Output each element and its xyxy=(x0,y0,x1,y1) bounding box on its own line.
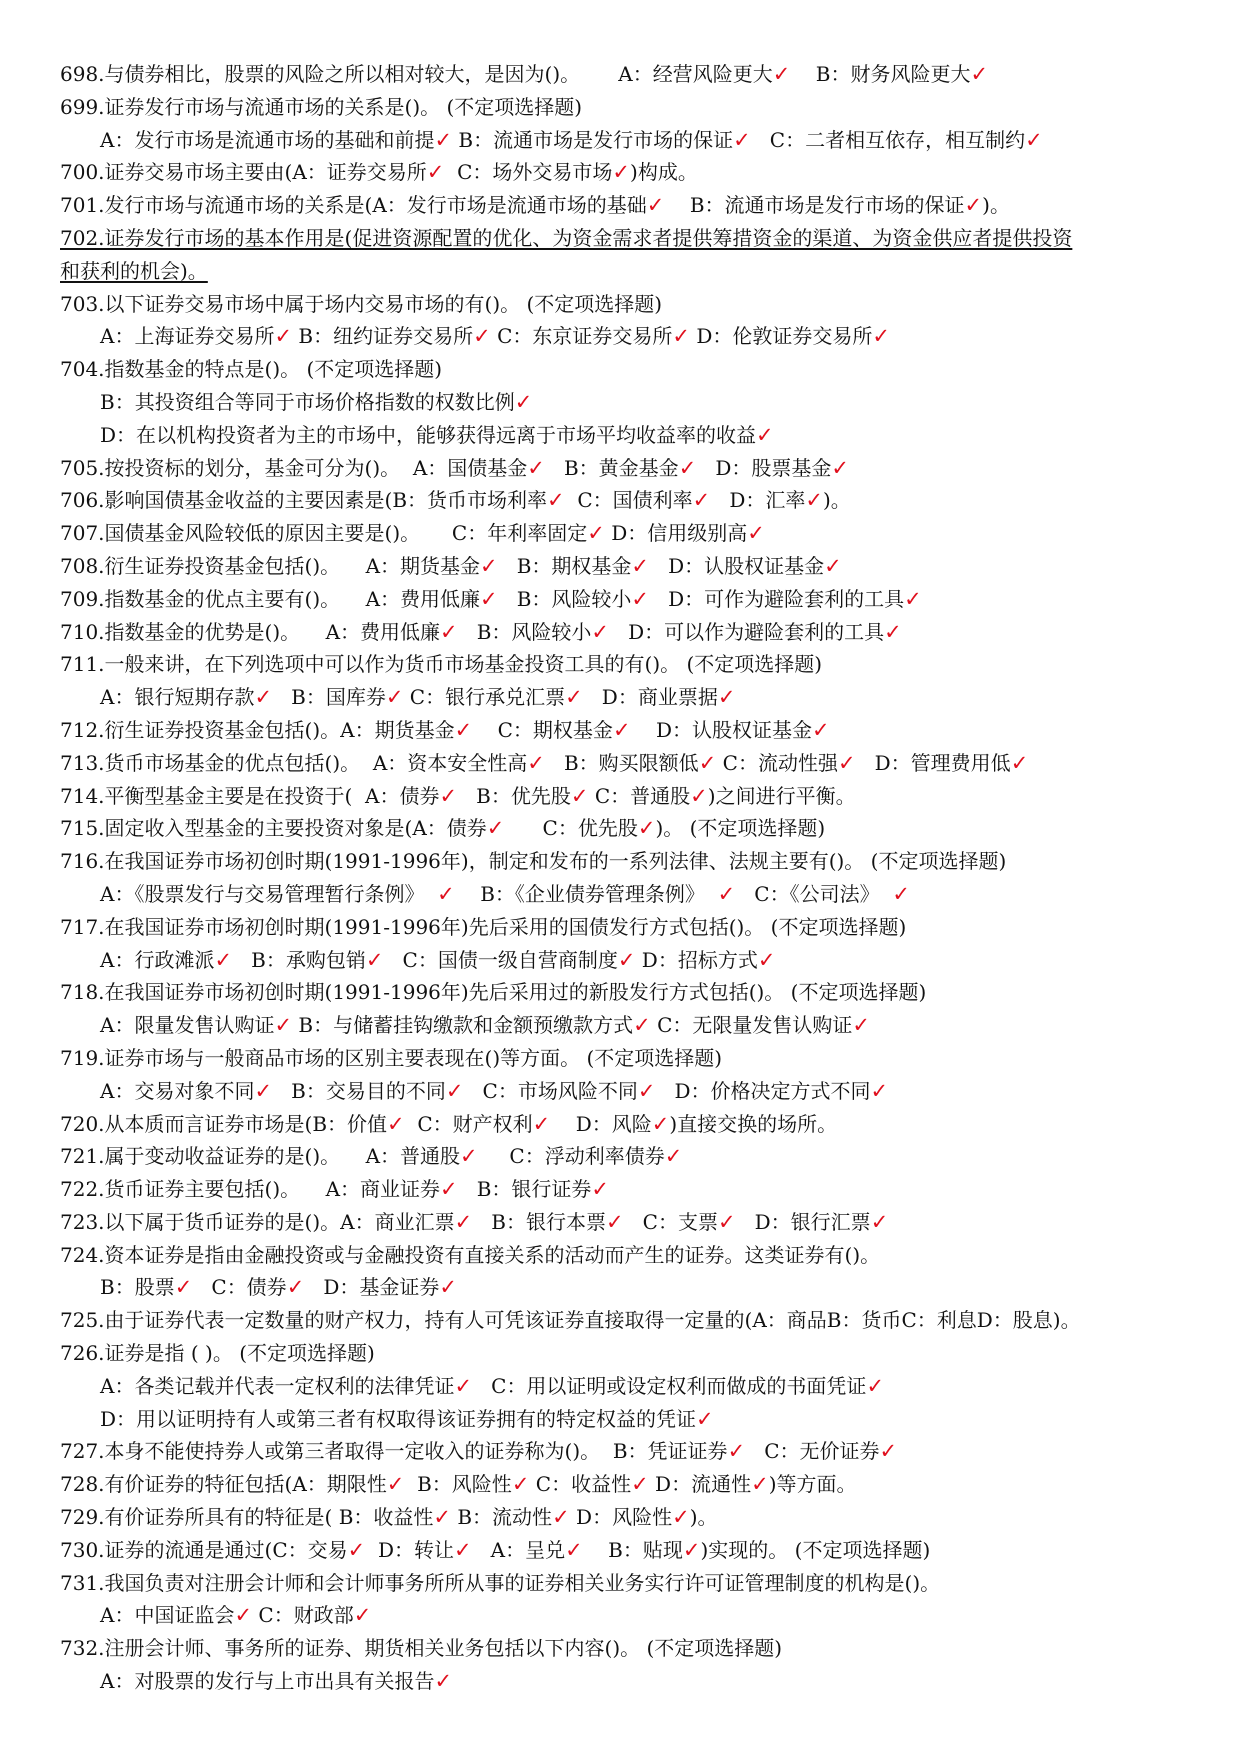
question-line: 700.证券交易市场主要由(A：证券交易所✓ C：场外交易市场✓)构成。 xyxy=(60,160,698,185)
question-line: 714.平衡型基金主要是在投资于( A：债券✓ B：优先股✓ C：普通股✓)之间进行平衡。 xyxy=(60,783,856,808)
check-mark-icon: ✓ xyxy=(970,62,989,86)
question-line: 701.发行市场与流通市场的关系是(A：发行市场是流通市场的基础✓ B：流通市场是发行市场的保证✓)。 xyxy=(60,193,1010,218)
question-line: 728.有价证券的特征包括(A：期限性✓ B：风险性✓ C：收益性✓ D：流通性✓)等方面。 xyxy=(60,1472,857,1497)
check-mark-icon: ✓ xyxy=(587,521,605,546)
check-mark-icon: ✓ xyxy=(612,717,631,742)
check-mark-icon: ✓ xyxy=(274,324,293,349)
check-mark-icon: ✓ xyxy=(454,1537,472,1562)
question-line: A：中国证监会✓ C：财政部✓ xyxy=(100,1603,372,1628)
question-line: 和获利的机会)。 xyxy=(60,258,208,283)
check-mark-icon: ✓ xyxy=(692,488,711,513)
check-mark-icon: ✓ xyxy=(473,324,491,349)
check-mark-icon: ✓ xyxy=(1010,750,1029,775)
check-mark-icon: ✓ xyxy=(439,1275,458,1300)
check-mark-icon: ✓ xyxy=(733,127,751,152)
check-mark-icon: ✓ xyxy=(772,62,791,86)
check-mark-icon: ✓ xyxy=(631,1472,649,1497)
question-line: 719.证券市场与一般商品市场的区别主要表现在()等方面。 (不定项选择题) xyxy=(60,1045,723,1070)
check-mark-icon: ✓ xyxy=(852,1013,871,1038)
check-mark-icon: ✓ xyxy=(437,881,455,906)
check-mark-icon: ✓ xyxy=(617,947,636,972)
check-mark-icon: ✓ xyxy=(727,1439,746,1464)
question-line: 709.指数基金的优点主要有()。 A：费用低廉✓ B：风险较小✓ D：可作为避险套利的工具✓ xyxy=(60,586,922,611)
check-mark-icon: ✓ xyxy=(805,488,823,513)
check-mark-icon: ✓ xyxy=(964,193,983,218)
check-mark-icon: ✓ xyxy=(690,783,708,808)
check-mark-icon: ✓ xyxy=(552,1505,570,1530)
check-mark-icon: ✓ xyxy=(433,1505,451,1530)
check-mark-icon: ✓ xyxy=(460,1144,478,1169)
question-line: 729.有价证券所具有的特征是( B：收益性✓ B：流动性✓ D：风险性✓)。 xyxy=(60,1505,718,1530)
question-line: 722.货币证券主要包括()。 A：商业证券✓ B：银行证券✓ xyxy=(60,1177,610,1202)
question-line: 710.指数基金的优势是()。 A：费用低廉✓ B：风险较小✓ D：可以作为避险套利的工具✓ xyxy=(60,619,902,644)
check-mark-icon: ✓ xyxy=(254,685,273,710)
check-mark-icon: ✓ xyxy=(480,553,498,578)
check-mark-icon: ✓ xyxy=(565,1537,583,1562)
check-mark-icon: ✓ xyxy=(480,586,498,611)
check-mark-icon: ✓ xyxy=(234,1603,253,1628)
check-mark-icon: ✓ xyxy=(570,783,589,808)
check-mark-icon: ✓ xyxy=(756,422,774,447)
check-mark-icon: ✓ xyxy=(532,1111,551,1136)
check-mark-icon: ✓ xyxy=(812,717,830,742)
check-mark-icon: ✓ xyxy=(672,1505,690,1530)
check-mark-icon: ✓ xyxy=(717,881,736,906)
question-line: 731.我国负责对注册会计师和会计师事务所所从事的证券相关业务实行许可证管理制度的机构是()。 xyxy=(60,1570,941,1595)
check-mark-icon: ✓ xyxy=(631,586,650,611)
check-mark-icon: ✓ xyxy=(214,947,233,972)
check-mark-icon: ✓ xyxy=(892,881,910,906)
question-line: 711.一般来讲，在下列选项中可以作为货币市场基金投资工具的有()。 (不定项选择题) xyxy=(60,652,823,677)
check-mark-icon: ✓ xyxy=(633,1013,651,1038)
question-line: 708.衍生证券投资基金包括()。 A：期货基金✓ B：期权基金✓ D：认股权证基金✓ xyxy=(60,553,842,578)
question-line: 715.固定收入型基金的主要投资对象是(A：债券✓ C：优先股✓)。 (不定项选择题) xyxy=(60,816,826,841)
check-mark-icon: ✓ xyxy=(870,1209,889,1234)
question-line: 732.注册会计师、事务所的证券、期货相关业务包括以下内容()。 (不定项选择题) xyxy=(60,1636,783,1661)
question-line: 713.货币市场基金的优点包括()。 A：资本安全性高✓ B：购买限额低✓ C：流动性强✓ D：管理费用低✓ xyxy=(60,750,1029,775)
document-body xyxy=(60,58,1180,1698)
question-line: B：股票✓ C：债券✓ D：基金证券✓ xyxy=(100,1275,458,1300)
check-mark-icon: ✓ xyxy=(385,685,404,710)
check-mark-icon: ✓ xyxy=(682,1537,701,1562)
check-mark-icon: ✓ xyxy=(866,1373,885,1398)
check-mark-icon: ✓ xyxy=(386,1472,405,1497)
check-mark-icon: ✓ xyxy=(347,1537,366,1562)
check-mark-icon: ✓ xyxy=(870,1078,889,1103)
check-mark-icon: ✓ xyxy=(824,553,842,578)
check-mark-icon: ✓ xyxy=(440,1177,458,1202)
check-mark-icon: ✓ xyxy=(440,619,458,644)
check-mark-icon: ✓ xyxy=(651,1111,670,1136)
check-mark-icon: ✓ xyxy=(631,553,650,578)
question-line: 730.证券的流通是通过(C：交易✓ D：转让✓ A：呈兑✓ B：贴现✓)实现的。 (不定项选择题) xyxy=(60,1537,931,1562)
check-mark-icon: ✓ xyxy=(678,455,697,480)
check-mark-icon: ✓ xyxy=(717,1209,736,1234)
check-mark-icon: ✓ xyxy=(717,685,736,710)
check-mark-icon: ✓ xyxy=(514,389,533,414)
check-mark-icon: ✓ xyxy=(387,1111,405,1136)
question-line: 707.国债基金风险较低的原因主要是()。 C：年利率固定✓ D：信用级别高✓ xyxy=(60,521,765,546)
question-line: 724.资本证券是指由金融投资或与金融投资有直接关系的活动而产生的证券。这类证券有()。 xyxy=(60,1242,881,1267)
check-mark-icon: ✓ xyxy=(426,160,445,185)
question-line: 706.影响国债基金收益的主要因素是(B：货币市场利率✓ C：国债利率✓ D：汇率✓)。 xyxy=(60,488,851,513)
check-mark-icon: ✓ xyxy=(637,816,656,841)
check-mark-icon: ✓ xyxy=(591,619,610,644)
check-mark-icon: ✓ xyxy=(605,1209,624,1234)
check-mark-icon: ✓ xyxy=(434,1669,453,1694)
question-line: 720.从本质而言证券市场是(B：价值✓ C：财产权利✓ D：风险✓)直接交换的场所。 xyxy=(60,1111,838,1136)
check-mark-icon: ✓ xyxy=(884,619,902,644)
check-mark-icon: ✓ xyxy=(434,127,453,152)
check-mark-icon: ✓ xyxy=(747,521,765,546)
check-mark-icon: ✓ xyxy=(511,1472,530,1497)
question-line: 723.以下属于货币证券的是()。A：商业汇票✓ B：银行本票✓ C：支票✓ D：银行汇票✓ xyxy=(60,1209,889,1234)
check-mark-icon: ✓ xyxy=(698,750,717,775)
check-mark-icon: ✓ xyxy=(286,1275,305,1300)
check-mark-icon: ✓ xyxy=(637,1078,656,1103)
question-line: A：发行市场是流通市场的基础和前提✓ B：流通市场是发行市场的保证✓ C：二者相互依存，相互制约✓ xyxy=(100,127,1043,152)
question-line: A：限量发售认购证✓ B：与储蓄挂钩缴款和金额预缴款方式✓ C：无限量发售认购证✓ xyxy=(100,1013,871,1038)
question-line: D：在以机构投资者为主的市场中，能够获得远离于市场平均收益率的收益✓ xyxy=(100,422,774,447)
question-line: 712.衍生证券投资基金包括()。A：期货基金✓ C：期权基金✓ D：认股权证基金✓ xyxy=(60,717,830,742)
question-line: 698.与债券相比，股票的风险之所以相对较大，是因为()。 A：经营风险更大✓ B：财务风险更大✓ xyxy=(60,62,989,86)
question-line: A：上海证券交易所✓ B：纽约证券交易所✓ C：东京证券交易所✓ D：伦敦证券交易所✓ xyxy=(100,324,891,349)
check-mark-icon: ✓ xyxy=(254,1078,273,1103)
check-mark-icon: ✓ xyxy=(365,947,384,972)
check-mark-icon: ✓ xyxy=(445,1078,464,1103)
question-line: A：《股票发行与交易管理暂行条例》 ✓ B：《企业债券管理条例》 ✓ C：《公司法》 ✓ xyxy=(100,881,910,906)
check-mark-icon: ✓ xyxy=(454,1209,473,1234)
question-line: B：其投资组合等同于市场价格指数的权数比例✓ xyxy=(100,389,533,414)
check-mark-icon: ✓ xyxy=(879,1439,898,1464)
question-line: 702.证券发行市场的基本作用是(促进资源配置的优化、为资金需求者提供筹措资金的渠道、为资金供应者提供投资 xyxy=(60,225,1073,250)
question-line: D：用以证明持有人或第三者有权取得该证券拥有的特定权益的凭证✓ xyxy=(100,1406,714,1431)
check-mark-icon: ✓ xyxy=(486,816,505,841)
question-line: 699.证券发行市场与流通市场的关系是()。 (不定项选择题) xyxy=(60,94,583,119)
question-line: 705.按投资标的划分，基金可分为()。 A：国债基金✓ B：黄金基金✓ D：股票基金✓ xyxy=(60,455,850,480)
question-line: A：行政滩派✓ B：承购包销✓ C：国债一级自营商制度✓ D：招标方式✓ xyxy=(100,947,776,972)
question-line: 727.本身不能使持券人或第三者取得一定收入的证券称为()。 B：凭证证券✓ C：无价证券✓ xyxy=(60,1439,898,1464)
question-line: 726.证券是指 ( )。 (不定项选择题) xyxy=(60,1341,375,1366)
question-line: 704.指数基金的特点是()。 (不定项选择题) xyxy=(60,357,443,382)
question-line: 718.在我国证券市场初创时期(1991-1996年)先后采用过的新股发行方式包括()。 (不定项选择题) xyxy=(60,980,927,1005)
check-mark-icon: ✓ xyxy=(591,1177,610,1202)
check-mark-icon: ✓ xyxy=(527,750,545,775)
check-mark-icon: ✓ xyxy=(672,324,691,349)
check-mark-icon: ✓ xyxy=(353,1603,372,1628)
question-line: A：银行短期存款✓ B：国库券✓ C：银行承兑汇票✓ D：商业票据✓ xyxy=(100,685,736,710)
question-line: 725.由于证券代表一定数量的财产权力，持有人可凭该证券直接取得一定量的(A：商品B：货币C：利息D：股息)。 xyxy=(60,1308,1081,1333)
question-line: A：对股票的发行与上市出具有关报告✓ xyxy=(100,1669,453,1694)
check-mark-icon: ✓ xyxy=(831,455,850,480)
check-mark-icon: ✓ xyxy=(454,1373,473,1398)
check-mark-icon: ✓ xyxy=(612,160,631,185)
check-mark-icon: ✓ xyxy=(837,750,856,775)
question-line: 703.以下证券交易市场中属于场内交易市场的有()。 (不定项选择题) xyxy=(60,291,663,316)
check-mark-icon: ✓ xyxy=(646,193,665,218)
check-mark-icon: ✓ xyxy=(757,947,776,972)
check-mark-icon: ✓ xyxy=(1025,127,1043,152)
check-mark-icon: ✓ xyxy=(664,1144,683,1169)
check-mark-icon: ✓ xyxy=(696,1406,714,1431)
check-mark-icon: ✓ xyxy=(547,488,565,513)
check-mark-icon: ✓ xyxy=(439,783,458,808)
question-line: 721.属于变动收益证券的是()。 A：普通股✓ C：浮动利率债券✓ xyxy=(60,1144,683,1169)
check-mark-icon: ✓ xyxy=(751,1472,769,1497)
check-mark-icon: ✓ xyxy=(872,324,891,349)
check-mark-icon: ✓ xyxy=(454,717,473,742)
check-mark-icon: ✓ xyxy=(174,1275,193,1300)
check-mark-icon: ✓ xyxy=(274,1013,293,1038)
check-mark-icon: ✓ xyxy=(904,586,922,611)
question-line: A：交易对象不同✓ B：交易目的不同✓ C：市场风险不同✓ D：价格决定方式不同✓ xyxy=(100,1078,889,1103)
question-line: 717.在我国证券市场初创时期(1991-1996年)先后采用的国债发行方式包括()。 (不定项选择题) xyxy=(60,914,907,939)
check-mark-icon: ✓ xyxy=(565,685,583,710)
check-mark-icon: ✓ xyxy=(527,455,545,480)
question-line: A：各类记载并代表一定权利的法律凭证✓ C：用以证明或设定权利而做成的书面凭证✓ xyxy=(100,1373,885,1398)
question-line: 716.在我国证券市场初创时期(1991-1996年)，制定和发布的一系列法律、法规主要有()。 (不定项选择题) xyxy=(60,849,1007,874)
